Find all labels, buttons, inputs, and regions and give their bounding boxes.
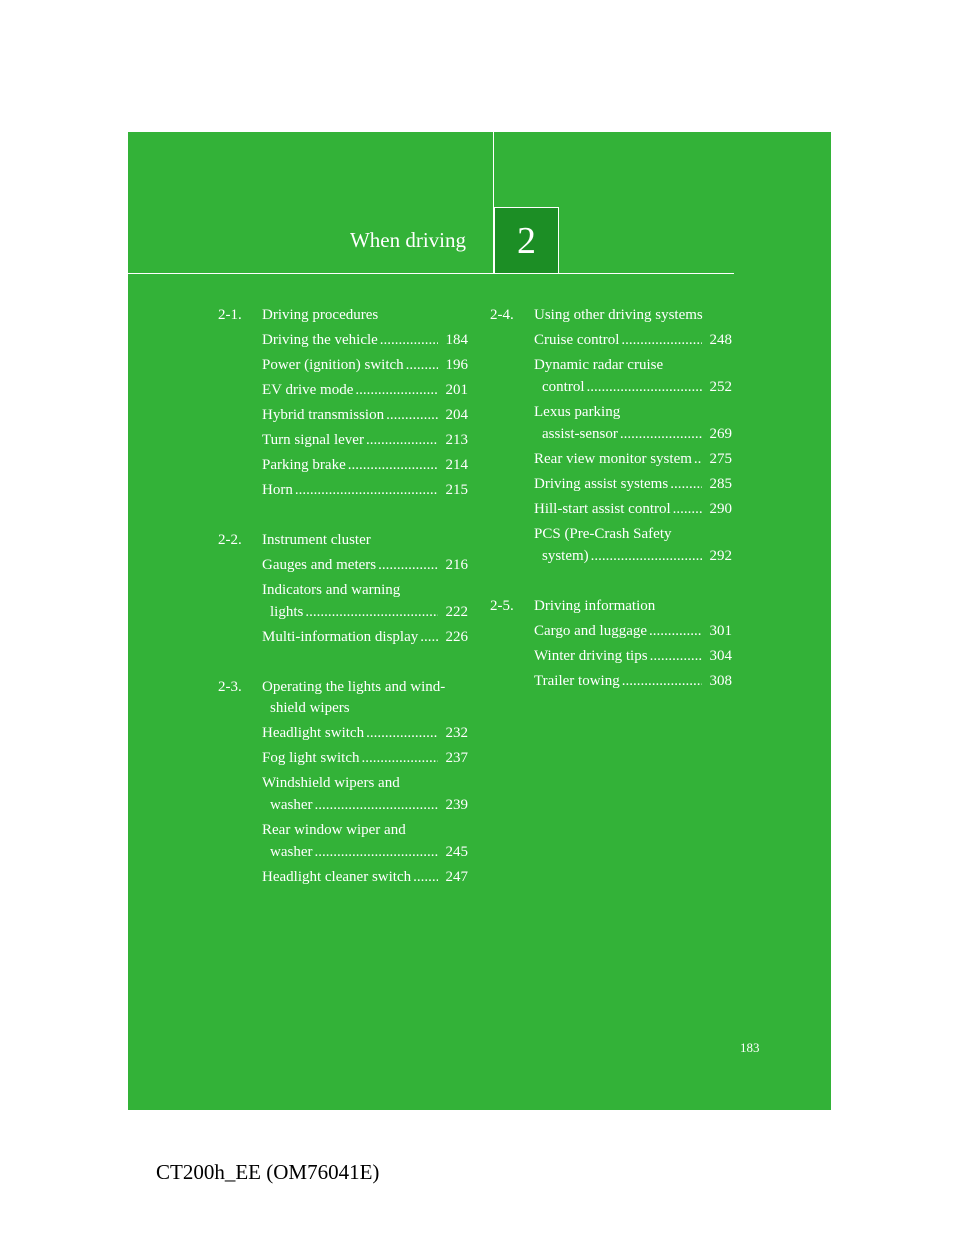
toc-entry[interactable] [262, 627, 468, 652]
entry-page: 196 [445, 357, 468, 373]
toc-entry[interactable] [534, 646, 732, 671]
entry-title: Gauges and meters [262, 557, 377, 573]
section-heading[interactable] [218, 530, 468, 555]
entry-page: 237 [445, 750, 468, 766]
entry-page: 204 [445, 407, 468, 423]
entry-page: 213 [445, 432, 468, 448]
entry-page: 275 [709, 451, 732, 467]
entry-title: Driving the vehicle [262, 332, 378, 348]
toc-entry[interactable] [534, 355, 732, 402]
entry-title: Driving assist systems [534, 476, 669, 492]
toc-entry[interactable] [262, 748, 468, 773]
toc-entry[interactable] [534, 621, 732, 646]
entry-page: 308 [709, 673, 732, 689]
section-number: 2-1. [218, 307, 242, 323]
entry-title: assist-sensor [542, 426, 618, 442]
toc-left-column [218, 305, 468, 892]
section-title: Driving procedures [262, 307, 379, 323]
page-number: 183 [740, 1040, 760, 1055]
entry-page: 248 [709, 332, 732, 348]
entry-page: 201 [445, 382, 468, 398]
chapter-number-box [494, 207, 559, 273]
section-title: Operating the lights and wind- [262, 679, 446, 695]
entry-title: Fog light switch [262, 750, 360, 766]
entry-title: system) [542, 548, 589, 564]
entry-title: Turn signal lever [262, 432, 364, 448]
toc-entry[interactable] [262, 867, 468, 892]
entry-page: 292 [709, 548, 732, 564]
entry-title: Winter driving tips [534, 648, 648, 664]
section-title: Driving information [534, 598, 656, 614]
chapter-title: When driving [349, 228, 466, 252]
section-heading[interactable] [490, 596, 732, 621]
entry-title: Hybrid transmission [262, 407, 385, 423]
entry-title: EV drive mode [262, 382, 354, 398]
divider-horizontal [128, 273, 734, 274]
toc-entry[interactable] [262, 430, 468, 455]
entry-page: 247 [445, 869, 468, 885]
toc-entry[interactable] [534, 449, 732, 474]
toc-entry[interactable] [534, 671, 732, 696]
toc-entry[interactable] [534, 524, 732, 571]
entry-title: Rear view monitor system [534, 451, 692, 467]
entry-page: 226 [445, 629, 468, 645]
entry-title: control [542, 379, 585, 395]
entry-title: lights [270, 604, 304, 620]
toc-entry[interactable] [262, 455, 468, 480]
entry-title: washer [270, 844, 313, 860]
entry-page: 216 [445, 557, 468, 573]
footer-document-code: CT200h_EE (OM76041E) [156, 1160, 380, 1184]
entry-page: 215 [445, 482, 468, 498]
entry-title: Hill-start assist control [534, 501, 671, 517]
toc-right-column [490, 305, 732, 696]
entry-page: 184 [445, 332, 468, 348]
entry-title-line1: Lexus parking [534, 404, 621, 420]
section-heading[interactable] [218, 305, 468, 330]
entry-title: Multi-information display [262, 629, 419, 645]
entry-title: Headlight switch [262, 725, 365, 741]
toc-entry[interactable] [262, 405, 468, 430]
toc-entry[interactable] [262, 555, 468, 580]
entry-title: Cargo and luggage [534, 623, 648, 639]
entry-title: Trailer towing [534, 673, 620, 689]
entry-title: Horn [262, 482, 293, 498]
toc-entry[interactable] [262, 355, 468, 380]
toc-entry[interactable] [262, 580, 468, 627]
section-title-continued: shield wipers [270, 700, 350, 716]
entry-page: 269 [709, 426, 732, 442]
toc-entry[interactable] [262, 480, 468, 505]
entry-page: 239 [445, 797, 468, 813]
section-title: Instrument cluster [262, 532, 371, 548]
section-number: 2-2. [218, 532, 242, 548]
section-heading[interactable] [490, 305, 732, 330]
toc-entry[interactable] [534, 474, 732, 499]
entry-title: Power (ignition) switch [262, 357, 404, 373]
section-number: 2-3. [218, 679, 242, 695]
toc-entry[interactable] [534, 499, 732, 524]
toc-entry[interactable] [262, 773, 468, 820]
entry-title-line1: Rear window wiper and [262, 822, 406, 838]
chapter-number: 2 [517, 220, 536, 262]
entry-title-line1: Dynamic radar cruise [534, 357, 664, 373]
entry-title-line1: Indicators and warning [262, 582, 401, 598]
entry-title-line1: PCS (Pre-Crash Safety [534, 526, 672, 542]
entry-title-line1: Windshield wipers and [262, 775, 400, 791]
section-number: 2-5. [490, 598, 514, 614]
entry-title: Headlight cleaner switch [262, 869, 412, 885]
entry-page: 285 [709, 476, 732, 492]
toc-entry[interactable] [262, 820, 468, 867]
entry-page: 301 [709, 623, 732, 639]
toc-entry[interactable] [534, 402, 732, 449]
toc-entry[interactable] [534, 330, 732, 355]
entry-title: Cruise control [534, 332, 620, 348]
entry-page: 290 [709, 501, 732, 517]
entry-page: 245 [445, 844, 468, 860]
entry-page: 214 [445, 457, 468, 473]
entry-page: 222 [445, 604, 468, 620]
toc-entry[interactable] [262, 380, 468, 405]
entry-page: 304 [709, 648, 732, 664]
toc-entry[interactable] [262, 330, 468, 355]
section-title: Using other driving systems [534, 307, 703, 323]
entry-page: 232 [445, 725, 468, 741]
entry-page: 252 [709, 379, 732, 395]
entry-title: washer [270, 797, 313, 813]
toc-entry[interactable] [262, 723, 468, 748]
entry-title: Parking brake [262, 457, 346, 473]
section-number: 2-4. [490, 307, 514, 323]
